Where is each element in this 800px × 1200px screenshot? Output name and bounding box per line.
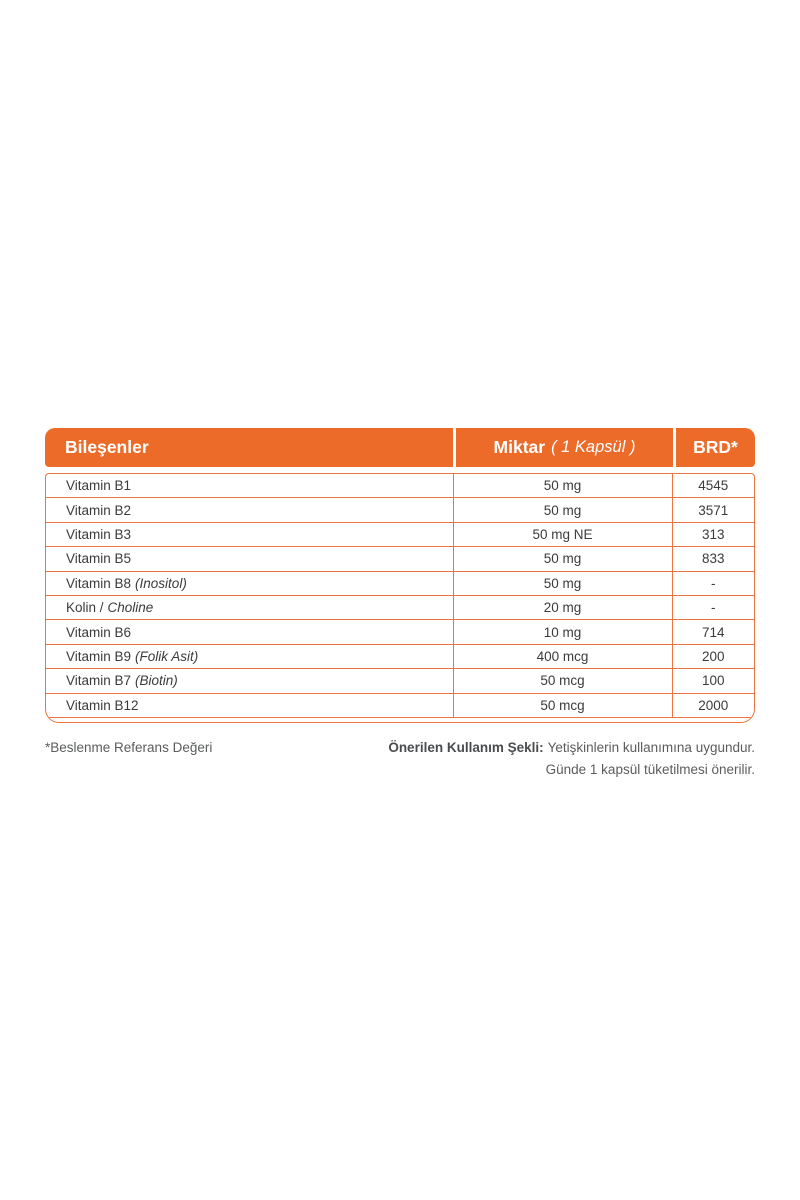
ingredient-amount: 50 mg xyxy=(453,498,673,521)
ingredient-amount: 50 mg xyxy=(453,572,673,595)
table-row xyxy=(46,596,754,620)
ingredient-name: Vitamin B5 xyxy=(66,551,132,567)
header-components-cell xyxy=(45,428,453,467)
ingredient-brd: 3571 xyxy=(698,502,729,518)
ingredient-name: Vitamin B9 xyxy=(66,648,132,664)
ingredient-detail: (Folik Asit) xyxy=(135,648,199,664)
usage-label: Önerilen Kullanım Şekli: xyxy=(388,740,544,755)
ingredient-amount: 50 mg NE xyxy=(453,523,673,546)
ingredient-brd: 200 xyxy=(701,648,725,664)
header-amount-cell xyxy=(456,428,673,467)
ingredient-name: Vitamin B6 xyxy=(66,624,132,640)
ingredient-amount: 50 mcg xyxy=(453,694,673,717)
ingredient-amount: 400 mcg xyxy=(453,645,673,668)
ingredient-name: Vitamin B1 xyxy=(66,478,132,494)
table-row xyxy=(46,572,754,596)
table-row xyxy=(46,645,754,669)
ingredient-brd: - xyxy=(711,575,716,591)
ingredient-name: Vitamin B7 xyxy=(66,673,132,689)
ingredient-name: Vitamin B2 xyxy=(66,502,132,518)
ingredient-brd: - xyxy=(711,600,716,616)
ingredient-brd: 313 xyxy=(701,526,725,542)
ingredient-detail: (Inositol) xyxy=(135,575,187,591)
usage-line2: Günde 1 kapsül tüketilmesi önerilir. xyxy=(545,762,755,777)
ingredient-amount: 50 mg xyxy=(453,474,673,497)
ingredient-detail: Choline xyxy=(107,600,154,616)
ingredient-name: Vitamin B8 xyxy=(66,575,132,591)
ingredient-brd: 833 xyxy=(701,551,725,567)
ingredient-brd: 714 xyxy=(701,624,725,640)
usage-line1: Yetişkinlerin kullanımına uygundur. xyxy=(547,740,755,755)
header-amount-label: Miktar xyxy=(493,437,546,457)
ingredient-amount: 50 mcg xyxy=(453,669,673,692)
reference-note: *Beslenme Referans Değeri xyxy=(45,740,213,755)
header-amount-unit-label: ( 1 Kapsül ) xyxy=(551,438,636,456)
header-brd-cell xyxy=(676,428,755,467)
ingredient-brd: 4545 xyxy=(698,478,729,494)
supplement-facts-table xyxy=(45,428,755,723)
header-brd-label: BRD* xyxy=(693,437,738,457)
table-row xyxy=(46,669,754,693)
usage-instructions xyxy=(315,737,755,781)
ingredient-amount: 20 mg xyxy=(453,596,673,619)
table-header-row xyxy=(45,428,755,467)
ingredient-name: Vitamin B12 xyxy=(66,697,139,713)
ingredient-name: Vitamin B3 xyxy=(66,526,132,542)
table-row xyxy=(46,620,754,644)
ingredient-brd: 100 xyxy=(701,673,725,689)
ingredient-amount: 10 mg xyxy=(453,620,673,643)
table-row xyxy=(46,694,754,718)
table-body xyxy=(45,473,755,723)
table-row xyxy=(46,547,754,571)
ingredient-name: Kolin / xyxy=(66,600,104,616)
header-components-label: Bileşenler xyxy=(65,437,149,457)
table-row xyxy=(46,474,754,498)
table-row xyxy=(46,523,754,547)
ingredient-detail: (Biotin) xyxy=(135,673,178,689)
ingredient-amount: 50 mg xyxy=(453,547,673,570)
table-row xyxy=(46,498,754,522)
ingredient-brd: 2000 xyxy=(698,697,729,713)
